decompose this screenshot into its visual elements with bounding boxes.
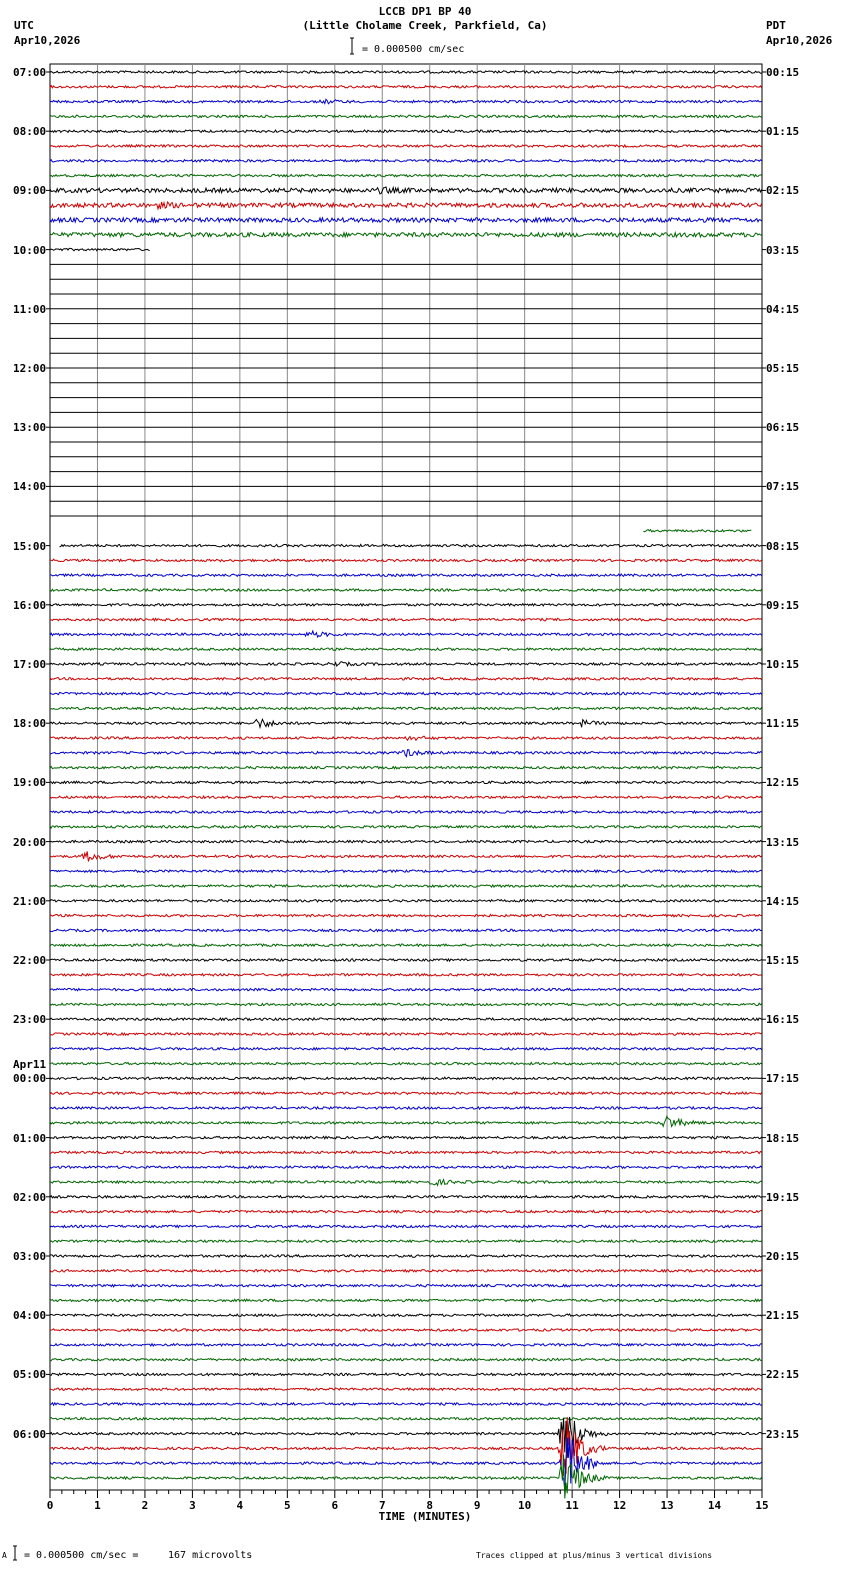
x-axis	[13, 38, 769, 1560]
right-hour-label: 10:15	[766, 658, 800, 671]
x-tick-label: 13	[660, 1499, 674, 1512]
left-hour-label: 04:00	[13, 1309, 47, 1323]
trace-line	[50, 1003, 762, 1005]
right-hour-label: 20:15	[766, 1250, 800, 1263]
trace-line	[50, 648, 762, 650]
x-tick-label: 9	[473, 1499, 481, 1512]
x-tick-label: 14	[707, 1499, 722, 1512]
right-hour-label: 06:15	[766, 421, 800, 435]
trace-line	[50, 1166, 762, 1168]
trace-line	[50, 1240, 762, 1242]
right-hour-label: 08:15	[766, 539, 800, 553]
trace-line	[50, 202, 762, 209]
trace-lines	[50, 71, 762, 1499]
trace-line	[50, 851, 762, 861]
left-date-change-label: Apr11	[13, 1058, 47, 1072]
right-hour-label: 22:15	[766, 1368, 800, 1382]
right-hour-label: 05:15	[766, 362, 800, 375]
left-hour-label: 06:00	[13, 1427, 47, 1441]
trace-line	[50, 130, 762, 132]
right-hour-label: 07:15	[766, 480, 800, 494]
trace-line	[50, 1358, 762, 1360]
right-hour-label: 15:15	[766, 954, 800, 967]
trace-line	[50, 1151, 762, 1153]
trace-line	[50, 1344, 762, 1346]
right-hour-label: 11:15	[766, 717, 800, 731]
trace-line	[50, 719, 762, 727]
left-hour-label: 19:00	[13, 776, 47, 790]
trace-line	[50, 145, 762, 147]
trace-line	[50, 99, 762, 103]
trace-line	[50, 574, 762, 576]
x-tick-label: 7	[378, 1499, 386, 1512]
left-timezone: UTC	[14, 19, 34, 32]
trace-line	[50, 1092, 762, 1094]
footer-clip-note: Traces clipped at plus/minus 3 vertical divisions	[476, 1551, 713, 1560]
right-hour-label: 12:15	[766, 776, 800, 790]
trace-line	[50, 811, 762, 813]
right-hour-label: 18:15	[766, 1131, 800, 1145]
left-hour-label: 01:00	[13, 1131, 47, 1145]
trace-line	[50, 1077, 762, 1079]
x-tick-label: 4	[236, 1499, 244, 1512]
left-hour-label: 17:00	[13, 658, 47, 671]
trace-line	[50, 1033, 762, 1035]
x-tick-label: 10	[518, 1499, 532, 1512]
left-hour-label: 11:00	[13, 302, 47, 316]
trace-line	[50, 218, 762, 222]
left-hour-label: 15:00	[13, 539, 47, 553]
trace-line	[50, 160, 762, 162]
left-hour-label: 16:00	[13, 598, 47, 612]
right-hour-label: 01:15	[766, 125, 800, 139]
trace-line	[50, 1403, 762, 1405]
footer-microvolts: 167 microvolts	[168, 1550, 253, 1561]
trace-line	[50, 1180, 762, 1186]
trace-line	[50, 662, 762, 666]
trace-line	[50, 187, 762, 194]
footer-mark: A	[2, 1551, 7, 1560]
x-tick-label: 1	[94, 1499, 101, 1512]
trace-line	[50, 692, 762, 694]
x-tick-label: 5	[284, 1499, 291, 1512]
left-hour-label: 13:00	[13, 421, 47, 435]
footer-scale: = 0.000500 cm/sec =	[24, 1550, 139, 1561]
trace-line	[50, 1196, 762, 1198]
trace-line	[50, 1210, 762, 1212]
trace-line	[50, 1417, 762, 1458]
trace-line	[50, 233, 762, 237]
trace-line	[643, 530, 751, 532]
x-tick-label: 15	[755, 1499, 769, 1512]
trace-line	[50, 1329, 762, 1331]
right-hour-label: 21:15	[766, 1309, 800, 1323]
trace-line	[50, 781, 762, 783]
trace-line	[50, 618, 762, 620]
trace-line	[50, 1018, 762, 1020]
trace-line	[50, 826, 762, 828]
trace-line	[50, 248, 150, 250]
right-hour-label: 13:15	[766, 835, 800, 849]
trace-line	[50, 1284, 762, 1286]
trace-line	[50, 929, 762, 931]
left-date: Apr10,2026	[14, 34, 81, 47]
trace-line	[50, 900, 762, 902]
left-hour-label: 12:00	[13, 362, 47, 375]
left-hour-label: 07:00	[13, 66, 47, 79]
trace-line	[50, 1062, 762, 1064]
trace-line	[50, 115, 762, 117]
right-hour-label: 00:15	[766, 66, 800, 79]
right-hour-label: 09:15	[766, 598, 800, 612]
trace-line	[50, 604, 762, 606]
trace-line	[50, 736, 762, 740]
right-hour-label: 16:15	[766, 1013, 800, 1027]
left-hour-label: 00:00	[13, 1072, 47, 1086]
plot-frame	[50, 64, 762, 1490]
left-hour-label: 09:00	[13, 184, 47, 198]
trace-line	[50, 944, 762, 946]
left-hour-label: 08:00	[13, 125, 47, 139]
trace-line	[50, 1116, 762, 1126]
trace-line	[50, 1314, 762, 1316]
trace-line	[50, 959, 762, 961]
right-hour-label: 19:15	[766, 1190, 800, 1204]
left-hour-label: 21:00	[13, 894, 47, 908]
trace-line	[50, 1418, 762, 1420]
trace-line	[50, 1255, 762, 1257]
left-hour-label: 05:00	[13, 1368, 47, 1382]
trace-line	[50, 1107, 762, 1109]
x-tick-label: 6	[331, 1499, 339, 1512]
trace-line	[50, 1388, 762, 1390]
trace-line	[50, 840, 762, 842]
trace-line	[50, 1225, 762, 1227]
trace-line	[50, 707, 762, 709]
trace-line	[50, 1048, 762, 1050]
right-date: Apr10,2026	[766, 34, 833, 47]
trace-line	[50, 1373, 762, 1375]
trace-line	[50, 914, 762, 916]
left-hour-label: 18:00	[13, 717, 47, 731]
x-tick-label: 12	[612, 1499, 627, 1512]
trace-line	[50, 1299, 762, 1301]
trace-line	[50, 870, 762, 872]
x-tick-label: 2	[141, 1499, 149, 1512]
trace-line	[50, 1270, 762, 1272]
left-hour-label: 23:00	[13, 1013, 47, 1027]
trace-line	[50, 174, 762, 176]
left-hour-label: 20:00	[13, 835, 47, 849]
left-hour-label: 14:00	[13, 480, 47, 494]
trace-line	[50, 750, 762, 757]
x-axis-label: TIME (MINUTES)	[378, 1510, 472, 1523]
trace-line	[50, 86, 762, 88]
trace-line	[60, 544, 762, 546]
trace-line	[50, 1417, 762, 1476]
trace-line	[50, 589, 762, 591]
x-tick-label: 0	[46, 1499, 54, 1512]
right-timezone: PDT	[766, 19, 786, 32]
right-hour-label: 02:15	[766, 184, 800, 198]
chart-subtitle: (Little Cholame Creek, Parkfield, Ca)	[302, 19, 548, 32]
scale-label: = 0.000500 cm/sec	[362, 44, 465, 55]
x-tick-label: 3	[189, 1499, 196, 1512]
plot-grid	[50, 64, 762, 1490]
left-hour-label: 10:00	[13, 243, 47, 257]
trace-line	[50, 678, 762, 680]
chart-title: LCCB DP1 BP 40	[378, 5, 472, 18]
trace-line	[50, 71, 762, 73]
trace-line	[50, 631, 762, 637]
right-hour-label: 17:15	[766, 1072, 800, 1086]
trace-line	[50, 796, 762, 798]
x-tick-label: 11	[565, 1499, 579, 1512]
trace-line	[50, 1438, 762, 1491]
right-hour-label: 23:15	[766, 1427, 800, 1441]
left-hour-label: 02:00	[13, 1190, 47, 1204]
trace-line	[50, 974, 762, 976]
trace-line	[50, 885, 762, 887]
left-hour-label: 03:00	[13, 1250, 47, 1263]
x-tick-label: 8	[426, 1499, 434, 1512]
right-hour-label: 04:15	[766, 302, 800, 316]
right-hour-label: 03:15	[766, 243, 800, 257]
trace-line	[50, 559, 762, 561]
trace-line	[50, 766, 762, 768]
trace-line	[50, 988, 762, 990]
right-hour-label: 14:15	[766, 894, 800, 908]
trace-line	[50, 1136, 762, 1138]
left-hour-label: 22:00	[13, 954, 47, 967]
